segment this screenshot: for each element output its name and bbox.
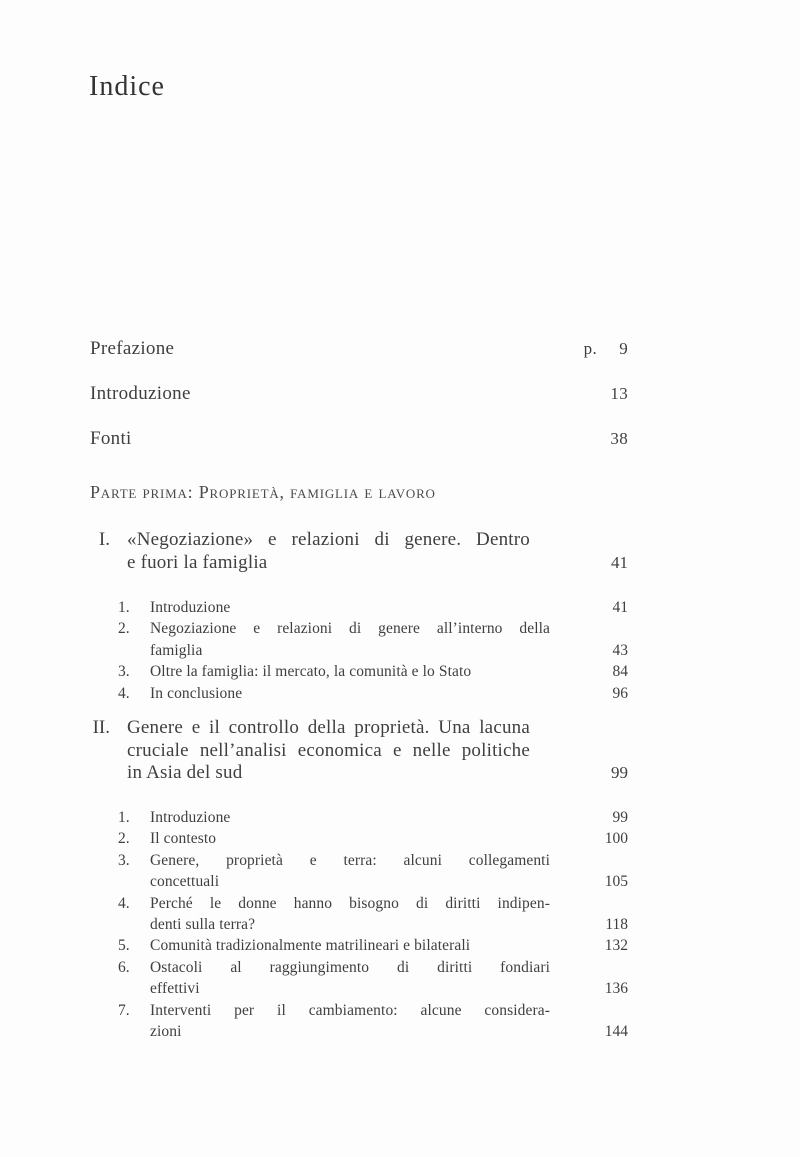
page-number: 96 [612, 684, 628, 702]
page-number: 9 [619, 339, 628, 358]
sub-entry-number: 4. [118, 684, 130, 702]
part-heading: Parte prima: Proprietà, famiglia e lavoro [90, 482, 436, 502]
sub-entry-text [150, 683, 550, 704]
chapter-page [530, 529, 628, 574]
toc-entry-page [584, 337, 628, 361]
chapter-entry [90, 529, 628, 574]
page-number: 100 [604, 830, 628, 848]
chapter-page [530, 717, 628, 785]
sub-entry-line: concettuali [150, 873, 220, 891]
chapter-sub-entry [118, 893, 628, 936]
sub-entry-page [550, 850, 628, 893]
sub-entry-line: In conclusione [150, 684, 243, 702]
sub-entry-page [550, 935, 628, 956]
sub-entry-line: denti sulla terra? [150, 916, 256, 934]
chapter-title-line: in Asia del sud [127, 762, 243, 783]
sub-entry-line: Perché le donne hanno bisogno di diritti indipen- [150, 894, 550, 912]
sub-entry-page [550, 957, 628, 1000]
sub-entry-line: zioni [150, 1023, 182, 1041]
sub-entry-text [150, 850, 550, 893]
chapter-sub-entry [118, 1000, 628, 1043]
sub-entry-page [550, 597, 628, 618]
sub-entry-number: 1. [118, 809, 130, 826]
page-number: 38 [610, 429, 628, 448]
chapter-title [127, 529, 530, 574]
chapter-title-line: e fuori la famiglia [127, 551, 268, 573]
sub-entry-text [150, 807, 550, 828]
chapter-title-line: cruciale nell’analisi economica e nelle politiche [127, 739, 530, 761]
sub-entry-number: 1. [118, 599, 130, 616]
sub-entry-page [550, 1000, 628, 1043]
page-number: 99 [611, 763, 628, 782]
page-number: 99 [612, 809, 628, 826]
sub-entry-page [550, 683, 628, 704]
toc-entry-label: Fonti [90, 428, 132, 449]
chapter-title-line: Genere e il controllo della proprietà. Una lacuna [127, 717, 530, 738]
toc-entry-label: Prefazione [90, 338, 175, 359]
chapter-sub-entry [118, 850, 628, 893]
page-number: 144 [604, 1023, 628, 1041]
page-number: 43 [612, 641, 628, 659]
sub-entry-page [550, 807, 628, 828]
sub-entry-number: 7. [118, 1001, 130, 1019]
page-prefix: p. [583, 339, 597, 358]
sub-entry-page [550, 828, 628, 849]
page-number: 136 [604, 980, 628, 998]
sub-entry-number: 3. [118, 663, 130, 681]
sub-entry-text [150, 957, 550, 1000]
sub-entry-line: famiglia [150, 641, 203, 659]
sub-entry-page [550, 893, 628, 936]
front-matter-list [90, 337, 628, 472]
sub-entry-line: Oltre la famiglia: il mercato, la comunità e lo Stato [150, 663, 472, 681]
sub-entry-page [550, 661, 628, 682]
chapter-sub-entry [118, 957, 628, 1000]
chapter-title-line: «Negoziazione» e relazioni di genere. Dentro [127, 529, 530, 550]
chapter-entry [90, 717, 628, 785]
sub-entry-line: Introduzione [150, 599, 231, 616]
sub-entry-line: Il contesto [150, 830, 217, 848]
chapter-sub-entry [118, 807, 628, 828]
chapter-sub-list [118, 597, 628, 704]
sub-entry-number: 5. [118, 937, 130, 955]
page-number: 118 [605, 916, 628, 934]
sub-entry-line: Interventi per il cambiamento: alcune considera- [150, 1001, 550, 1019]
sub-entry-text [150, 597, 550, 618]
sub-entry-line: Introduzione [150, 809, 231, 826]
page-title: Indice [89, 71, 165, 102]
page-number: 132 [604, 937, 628, 955]
page-number: 13 [610, 384, 628, 403]
sub-entry-number: 4. [118, 894, 130, 912]
chapter-sub-entry [118, 828, 628, 849]
page-number: 84 [612, 663, 628, 681]
sub-entry-text [150, 661, 550, 682]
sub-entry-text [150, 618, 550, 661]
chapter-sub-entry [118, 597, 628, 618]
chapter-sub-entry [118, 935, 628, 956]
page-number: 105 [604, 873, 628, 891]
toc-entry [90, 382, 628, 406]
sub-entry-line: Negoziazione e relazioni di genere all’interno della [150, 620, 550, 638]
chapter-sub-entry [118, 661, 628, 682]
chapter-numeral: I. [98, 529, 110, 550]
chapter-sub-entry [118, 618, 628, 661]
toc-entry [90, 337, 628, 361]
toc-entry-label: Introduzione [90, 383, 191, 404]
sub-entry-line: Ostacoli al raggiungimento di diritti fondiari [150, 958, 550, 976]
chapter-sub-entry [118, 683, 628, 704]
chapter-numeral: II. [92, 717, 110, 738]
sub-entry-line: effettivi [150, 980, 200, 998]
toc-entry [90, 427, 628, 451]
sub-entry-text [150, 935, 550, 956]
toc-entry-page [604, 382, 628, 406]
sub-entry-text [150, 1000, 550, 1043]
page-number: 41 [611, 552, 628, 572]
sub-entry-number: 2. [118, 620, 130, 638]
sub-entry-text [150, 828, 550, 849]
sub-entry-line: Genere, proprietà e terra: alcuni collegamenti [150, 851, 550, 869]
sub-entry-number: 6. [118, 958, 130, 976]
sub-entry-number: 3. [118, 851, 130, 869]
page-number: 41 [612, 599, 628, 616]
chapter-title [127, 717, 530, 785]
sub-entry-line: Comunità tradizionalmente matrilineari e bilaterali [150, 937, 471, 955]
sub-entry-page [550, 618, 628, 661]
toc-entry-page [604, 427, 628, 451]
sub-entry-text [150, 893, 550, 936]
chapter-sub-list [118, 807, 628, 1042]
sub-entry-number: 2. [118, 830, 130, 848]
